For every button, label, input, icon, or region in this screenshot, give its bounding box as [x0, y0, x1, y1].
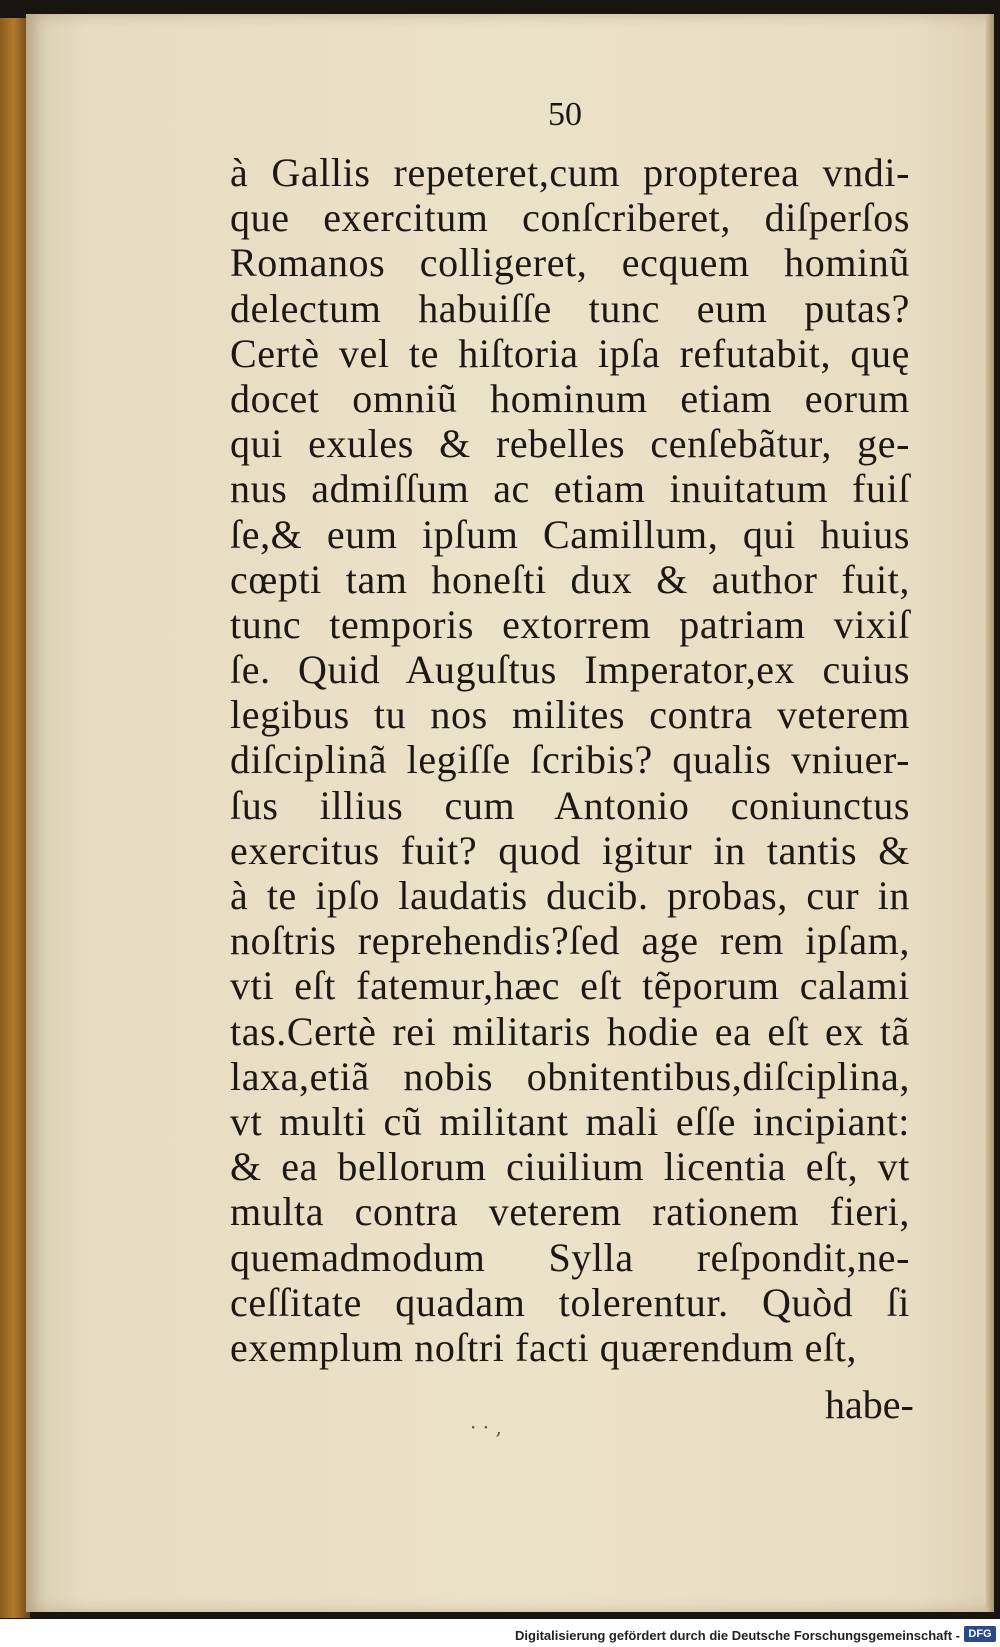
text-line: delectum habuiſſe tunc eum putas?: [230, 285, 910, 331]
text-line: Romanos colligeret, ecquem hominũ: [230, 240, 910, 286]
text-line: ſe. Quid Auguſtus Imperator,ex cuius: [230, 647, 910, 693]
text-line: legibus tu nos milites contra veterem: [230, 692, 910, 738]
text-line: diſciplinã legiſſe ſcribis? qualis vniuer-: [230, 737, 910, 783]
text-line: vt multi cũ militant mali eſſe incipiant:: [230, 1098, 910, 1144]
ink-specks: · · ‚: [470, 1415, 502, 1439]
footer-credit: Digitalisierung gefördert durch die Deutsche Forschungsgemeinschaft -: [515, 1628, 960, 1643]
text-line: que exercitum conſcriberet, diſperſos: [230, 195, 910, 241]
catchword: habe-: [825, 1382, 914, 1427]
text-line: exemplum noſtri facti quærendum eſt,: [230, 1324, 858, 1370]
text-line: nus admiſſum ac etiam inuitatum fuiſ: [230, 466, 910, 512]
text-line: ceſſitate quadam tolerentur. Quòd ſi: [230, 1279, 910, 1325]
page-edge: [986, 14, 994, 1612]
text-line: Certè vel te hiſtoria ipſa refutabit, quę: [230, 330, 910, 376]
text-line: laxa,etiã nobis obnitentibus,diſciplina,: [230, 1053, 910, 1099]
text-line: & ea bellorum ciuilium licentia eſt, vt: [230, 1144, 910, 1190]
text-line: ſus illius cum Antonio coniunctus: [230, 782, 910, 828]
text-line: noſtris reprehendis?ſed age rem ipſam,: [230, 918, 910, 964]
text-line: ſe,& eum ipſum Camillum, qui huius: [230, 511, 910, 557]
text-line: exercitus fuit? quod igitur in tantis &: [230, 827, 910, 873]
text-line: tas.Certè rei militaris hodie ea eſt ex tã: [230, 1008, 910, 1054]
text-line: qui exules & rebelles cenſebãtur, ge-: [230, 421, 910, 467]
text-line: quemadmodum Sylla reſpondit,ne-: [230, 1234, 910, 1280]
text-line: à Gallis repeteret,cum propterea vndi-: [230, 150, 910, 195]
text-line: multa contra veterem rationem fieri,: [230, 1189, 910, 1235]
text-line: vti eſt fatemur,hæc eſt tẽporum calami: [230, 963, 910, 1009]
footer-bar: [0, 1619, 1000, 1647]
text-line: docet omniũ hominum etiam eorum: [230, 375, 910, 421]
text-block: [230, 150, 910, 1370]
text-line: à te ipſo laudatis ducib. probas, cur in: [230, 873, 910, 918]
page-number: 50: [548, 96, 582, 133]
text-line: cœpti tam honeſti dux & author fuit,: [230, 556, 910, 602]
text-line: tunc temporis extorrem patriam vixiſ: [230, 601, 910, 647]
dfg-logo: DFG: [964, 1626, 996, 1642]
